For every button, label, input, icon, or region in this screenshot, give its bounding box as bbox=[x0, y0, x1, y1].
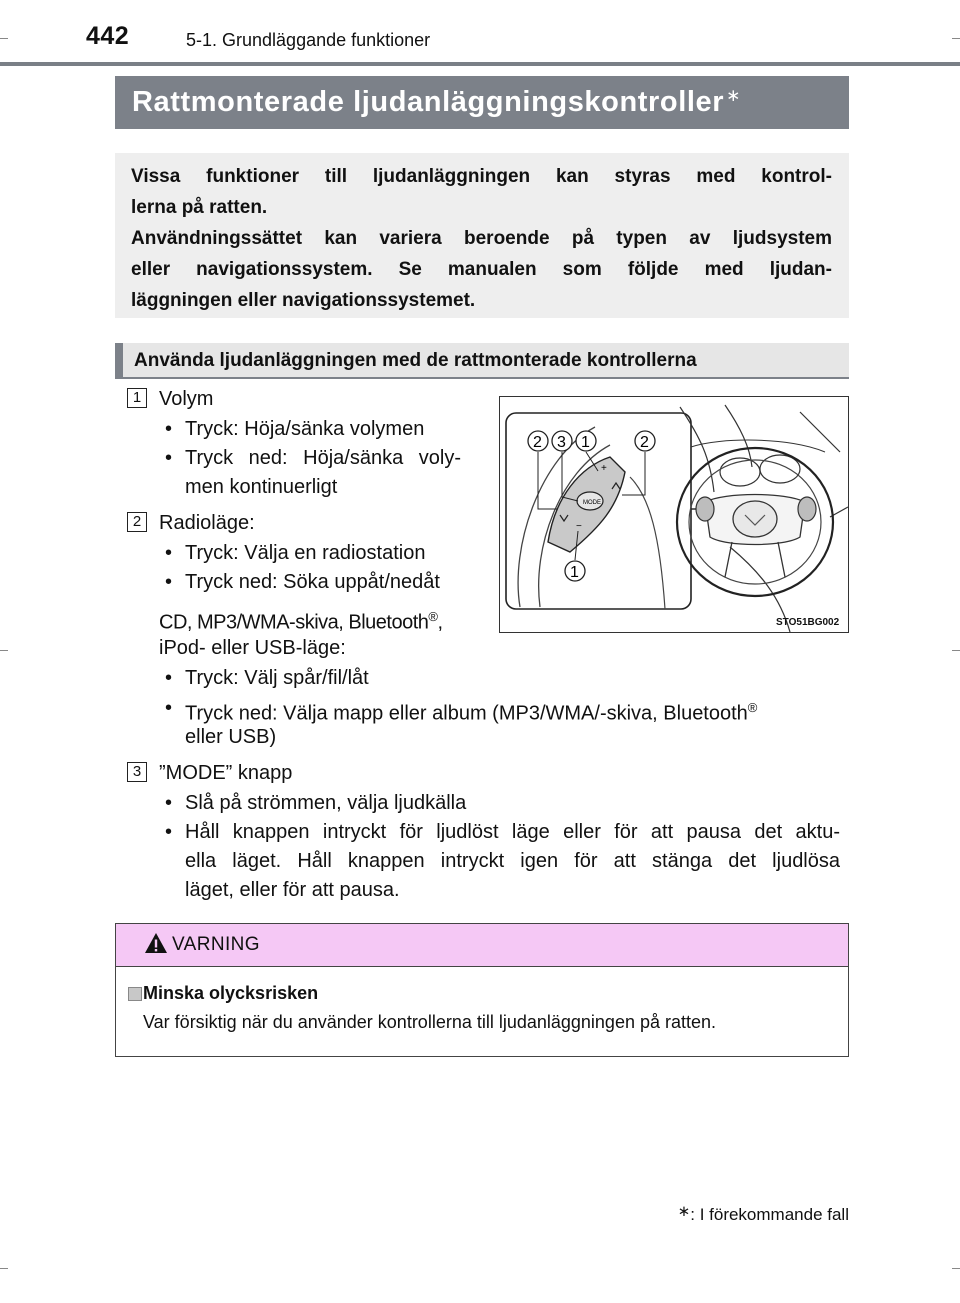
plus-label: + bbox=[601, 463, 607, 474]
crop-mark bbox=[952, 1268, 960, 1269]
callout-label: 1 bbox=[581, 434, 590, 451]
square-bullet-icon bbox=[128, 987, 142, 1001]
crop-mark bbox=[0, 1268, 8, 1269]
leader-line bbox=[538, 452, 558, 509]
item-title: Radioläge: bbox=[159, 512, 255, 534]
intro-line: läggningen eller navigationssystemet. bbox=[131, 290, 476, 311]
intro-box bbox=[115, 153, 849, 318]
bullet-item: • Tryck: Höja/sänka volymen bbox=[185, 415, 424, 443]
dash-line bbox=[691, 440, 825, 452]
left-switch bbox=[696, 497, 714, 521]
spoke bbox=[725, 542, 785, 577]
warning-box bbox=[115, 923, 849, 1057]
footnote-asterisk: ∗ bbox=[677, 1203, 691, 1220]
bullet-continuation: ella läget. Håll knappen intryckt igen för att stänga det ljudlösa bbox=[185, 850, 840, 872]
callout-label: 2 bbox=[640, 434, 649, 451]
callout-number: 2 bbox=[127, 512, 147, 532]
intro-paragraph-1 bbox=[131, 161, 832, 223]
bullet-item: • Tryck: Välja en radiostation bbox=[185, 539, 425, 567]
steering-wheel-illustration bbox=[500, 397, 848, 632]
warning-triangle-icon bbox=[144, 931, 168, 955]
item-subtitle: iPod- eller USB-läge: bbox=[159, 637, 346, 659]
bullet-continuation: men kontinuerligt bbox=[185, 476, 338, 498]
callout-label: 2 bbox=[533, 434, 542, 451]
title-asterisk: ∗ bbox=[726, 86, 742, 105]
crop-mark bbox=[0, 38, 8, 39]
page-title-text: Rattmonterade ljudanläggningskontroller bbox=[132, 86, 725, 118]
bullet-continuation: eller USB) bbox=[185, 726, 277, 748]
item-title: Volym bbox=[159, 388, 214, 410]
crop-mark bbox=[0, 650, 8, 651]
minus-label: − bbox=[576, 521, 582, 532]
subheading: Använda ljudanläggningen med de rattmonterade kontrollerna bbox=[115, 343, 849, 379]
bullet-item: • Tryck ned: Höja/sänka voly- bbox=[185, 444, 461, 472]
callout-number: 1 bbox=[127, 388, 147, 408]
right-switch bbox=[798, 497, 816, 521]
steering-wheel-figure bbox=[499, 396, 849, 633]
registered-mark: ® bbox=[747, 700, 758, 715]
intro-line: lerna på ratten. bbox=[131, 197, 268, 218]
warning-title: VARNING bbox=[172, 934, 260, 955]
airbag bbox=[733, 501, 777, 537]
leader-line bbox=[622, 452, 645, 495]
section-label: 5-1. Grundläggande funktioner bbox=[186, 30, 431, 50]
mode-label: MODE bbox=[583, 500, 601, 506]
bullet-text: Tryck ned: Välja mapp eller album (MP3/WMA/-skiva, Bluetooth bbox=[185, 702, 748, 725]
gauge bbox=[760, 455, 800, 483]
item-subtitle-comma: , bbox=[437, 611, 443, 634]
header-rule bbox=[0, 62, 960, 66]
callout-label: 1 bbox=[570, 564, 579, 581]
crop-mark bbox=[952, 38, 960, 39]
warning-header bbox=[116, 924, 848, 967]
dash-line bbox=[680, 407, 714, 492]
intro-line: eller navigationssystem. Se manualen som följde med ljudan- bbox=[131, 259, 832, 280]
item-subtitle-text: CD, MP3/WMA-skiva, Bluetooth bbox=[159, 611, 429, 634]
footnote bbox=[600, 1202, 849, 1225]
bullet-item: • Slå på strömmen, välja ljudkälla bbox=[185, 789, 466, 817]
bullet-item: • Håll knappen intryckt för ljudlöst läge eller för att pausa det aktu- bbox=[185, 818, 840, 846]
callout-number: 3 bbox=[127, 762, 147, 782]
column bbox=[630, 477, 665, 609]
intro-line: Användningssättet kan variera beroende på typen av ljudsystem bbox=[131, 228, 832, 249]
crop-mark bbox=[952, 650, 960, 651]
page-number: 442 bbox=[86, 22, 130, 50]
bullet-item: • Tryck: Välj spår/fil/låt bbox=[185, 664, 369, 692]
item-subtitle bbox=[159, 603, 443, 637]
figure-code: STO51BG002 bbox=[776, 617, 840, 628]
bullet-item: • Tryck ned: Söka uppåt/nedåt bbox=[185, 568, 440, 596]
footnote-text: : I förekommande fall bbox=[690, 1205, 849, 1224]
warning-heading: Minska olycksrisken bbox=[143, 983, 319, 1003]
bullet-continuation: läget, eller för att pausa. bbox=[185, 879, 400, 901]
item-title: ”MODE” knapp bbox=[159, 762, 293, 784]
callout-label: 3 bbox=[557, 434, 566, 451]
warning-body: Var försiktig när du använder kontrollerna till ljudanläggningen på ratten. bbox=[143, 1012, 717, 1032]
page-title bbox=[115, 76, 849, 129]
intro-paragraph-2 bbox=[131, 223, 832, 316]
intro-line: Vissa funktioner till ljudanläggningen kan styras med kontrol- bbox=[131, 166, 832, 187]
gauge bbox=[720, 458, 760, 486]
registered-mark: ® bbox=[428, 609, 438, 624]
